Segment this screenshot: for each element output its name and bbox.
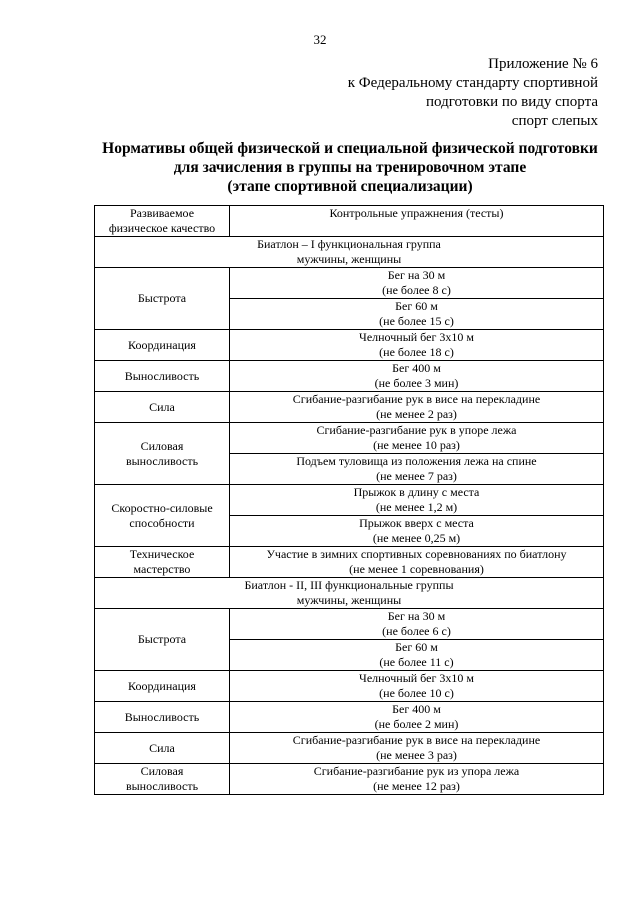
test-cell: Бег на 30 м (не более 8 с) [230, 268, 604, 299]
appendix-line: спорт слепых [511, 113, 598, 129]
test-cell: Челночный бег 3х10 м (не более 10 с) [230, 671, 604, 702]
title-line: Нормативы общей физической и специальной физической подготовки [102, 140, 598, 157]
quality-cell: Выносливость [95, 702, 230, 733]
table-row [95, 733, 604, 764]
test-cell: Прыжок в длину с места (не менее 1,2 м) [230, 485, 604, 516]
test-cell: Сгибание-разгибание рук в висе на перекладине (не менее 2 раз) [230, 392, 604, 423]
test-cell: Бег 60 м (не более 15 с) [230, 299, 604, 330]
appendix-line: подготовки по виду спорта [426, 94, 598, 110]
appendix-line: к Федеральному стандарту спортивной [347, 75, 598, 91]
document-title [80, 139, 620, 196]
table-row [95, 702, 604, 733]
quality-cell: Быстрота [95, 268, 230, 330]
page-number: 32 [313, 32, 327, 47]
header-tests: Контрольные упражнения (тесты) [230, 206, 604, 237]
test-cell: Сгибание-разгибание рук в упоре лежа (не менее 10 раз) [230, 423, 604, 454]
test-cell: Участие в зимних спортивных соревнованиях по биатлону (не менее 1 соревнования) [230, 547, 604, 578]
quality-cell: Скоростно-силовые способности [95, 485, 230, 547]
test-cell: Бег 400 м (не более 2 мин) [230, 702, 604, 733]
section-heading-row [95, 237, 604, 268]
table-row [95, 671, 604, 702]
table-row [95, 268, 604, 299]
table-row [95, 485, 604, 516]
test-cell: Челночный бег 3х10 м (не более 18 с) [230, 330, 604, 361]
section-heading-row [95, 578, 604, 609]
table-row [95, 330, 604, 361]
test-cell: Сгибание-разгибание рук в висе на перекладине (не менее 3 раз) [230, 733, 604, 764]
quality-cell: Координация [95, 671, 230, 702]
test-cell: Бег 400 м (не более 3 мин) [230, 361, 604, 392]
test-cell: Подъем туловища из положения лежа на спине (не менее 7 раз) [230, 454, 604, 485]
table-row [95, 764, 604, 795]
quality-cell: Техническое мастерство [95, 547, 230, 578]
table-header-row [95, 206, 604, 237]
table-row [95, 361, 604, 392]
section-heading: Биатлон - II, III функциональные группы мужчины, женщины [95, 578, 604, 609]
appendix-header [348, 55, 598, 131]
header-quality: Развиваемое физическое качество [95, 206, 230, 237]
test-cell: Бег 60 м (не более 11 с) [230, 640, 604, 671]
quality-cell: Силовая выносливость [95, 764, 230, 795]
test-cell: Прыжок вверх с места (не менее 0,25 м) [230, 516, 604, 547]
norms-table [94, 205, 604, 795]
table-row [95, 609, 604, 640]
section-heading: Биатлон – I функциональная группа мужчины, женщины [95, 237, 604, 268]
quality-cell: Сила [95, 733, 230, 764]
quality-cell: Сила [95, 392, 230, 423]
appendix-line: Приложение № 6 [488, 56, 598, 72]
title-line: для зачисления в группы на тренировочном этапе [173, 159, 527, 176]
quality-cell: Быстрота [95, 609, 230, 671]
table-row [95, 423, 604, 454]
quality-cell: Выносливость [95, 361, 230, 392]
table-row [95, 392, 604, 423]
table-row [95, 547, 604, 578]
test-cell: Сгибание-разгибание рук из упора лежа (не менее 12 раз) [230, 764, 604, 795]
quality-cell: Силовая выносливость [95, 423, 230, 485]
title-line: (этапе спортивной специализации) [227, 178, 473, 195]
test-cell: Бег на 30 м (не более 6 с) [230, 609, 604, 640]
quality-cell: Координация [95, 330, 230, 361]
